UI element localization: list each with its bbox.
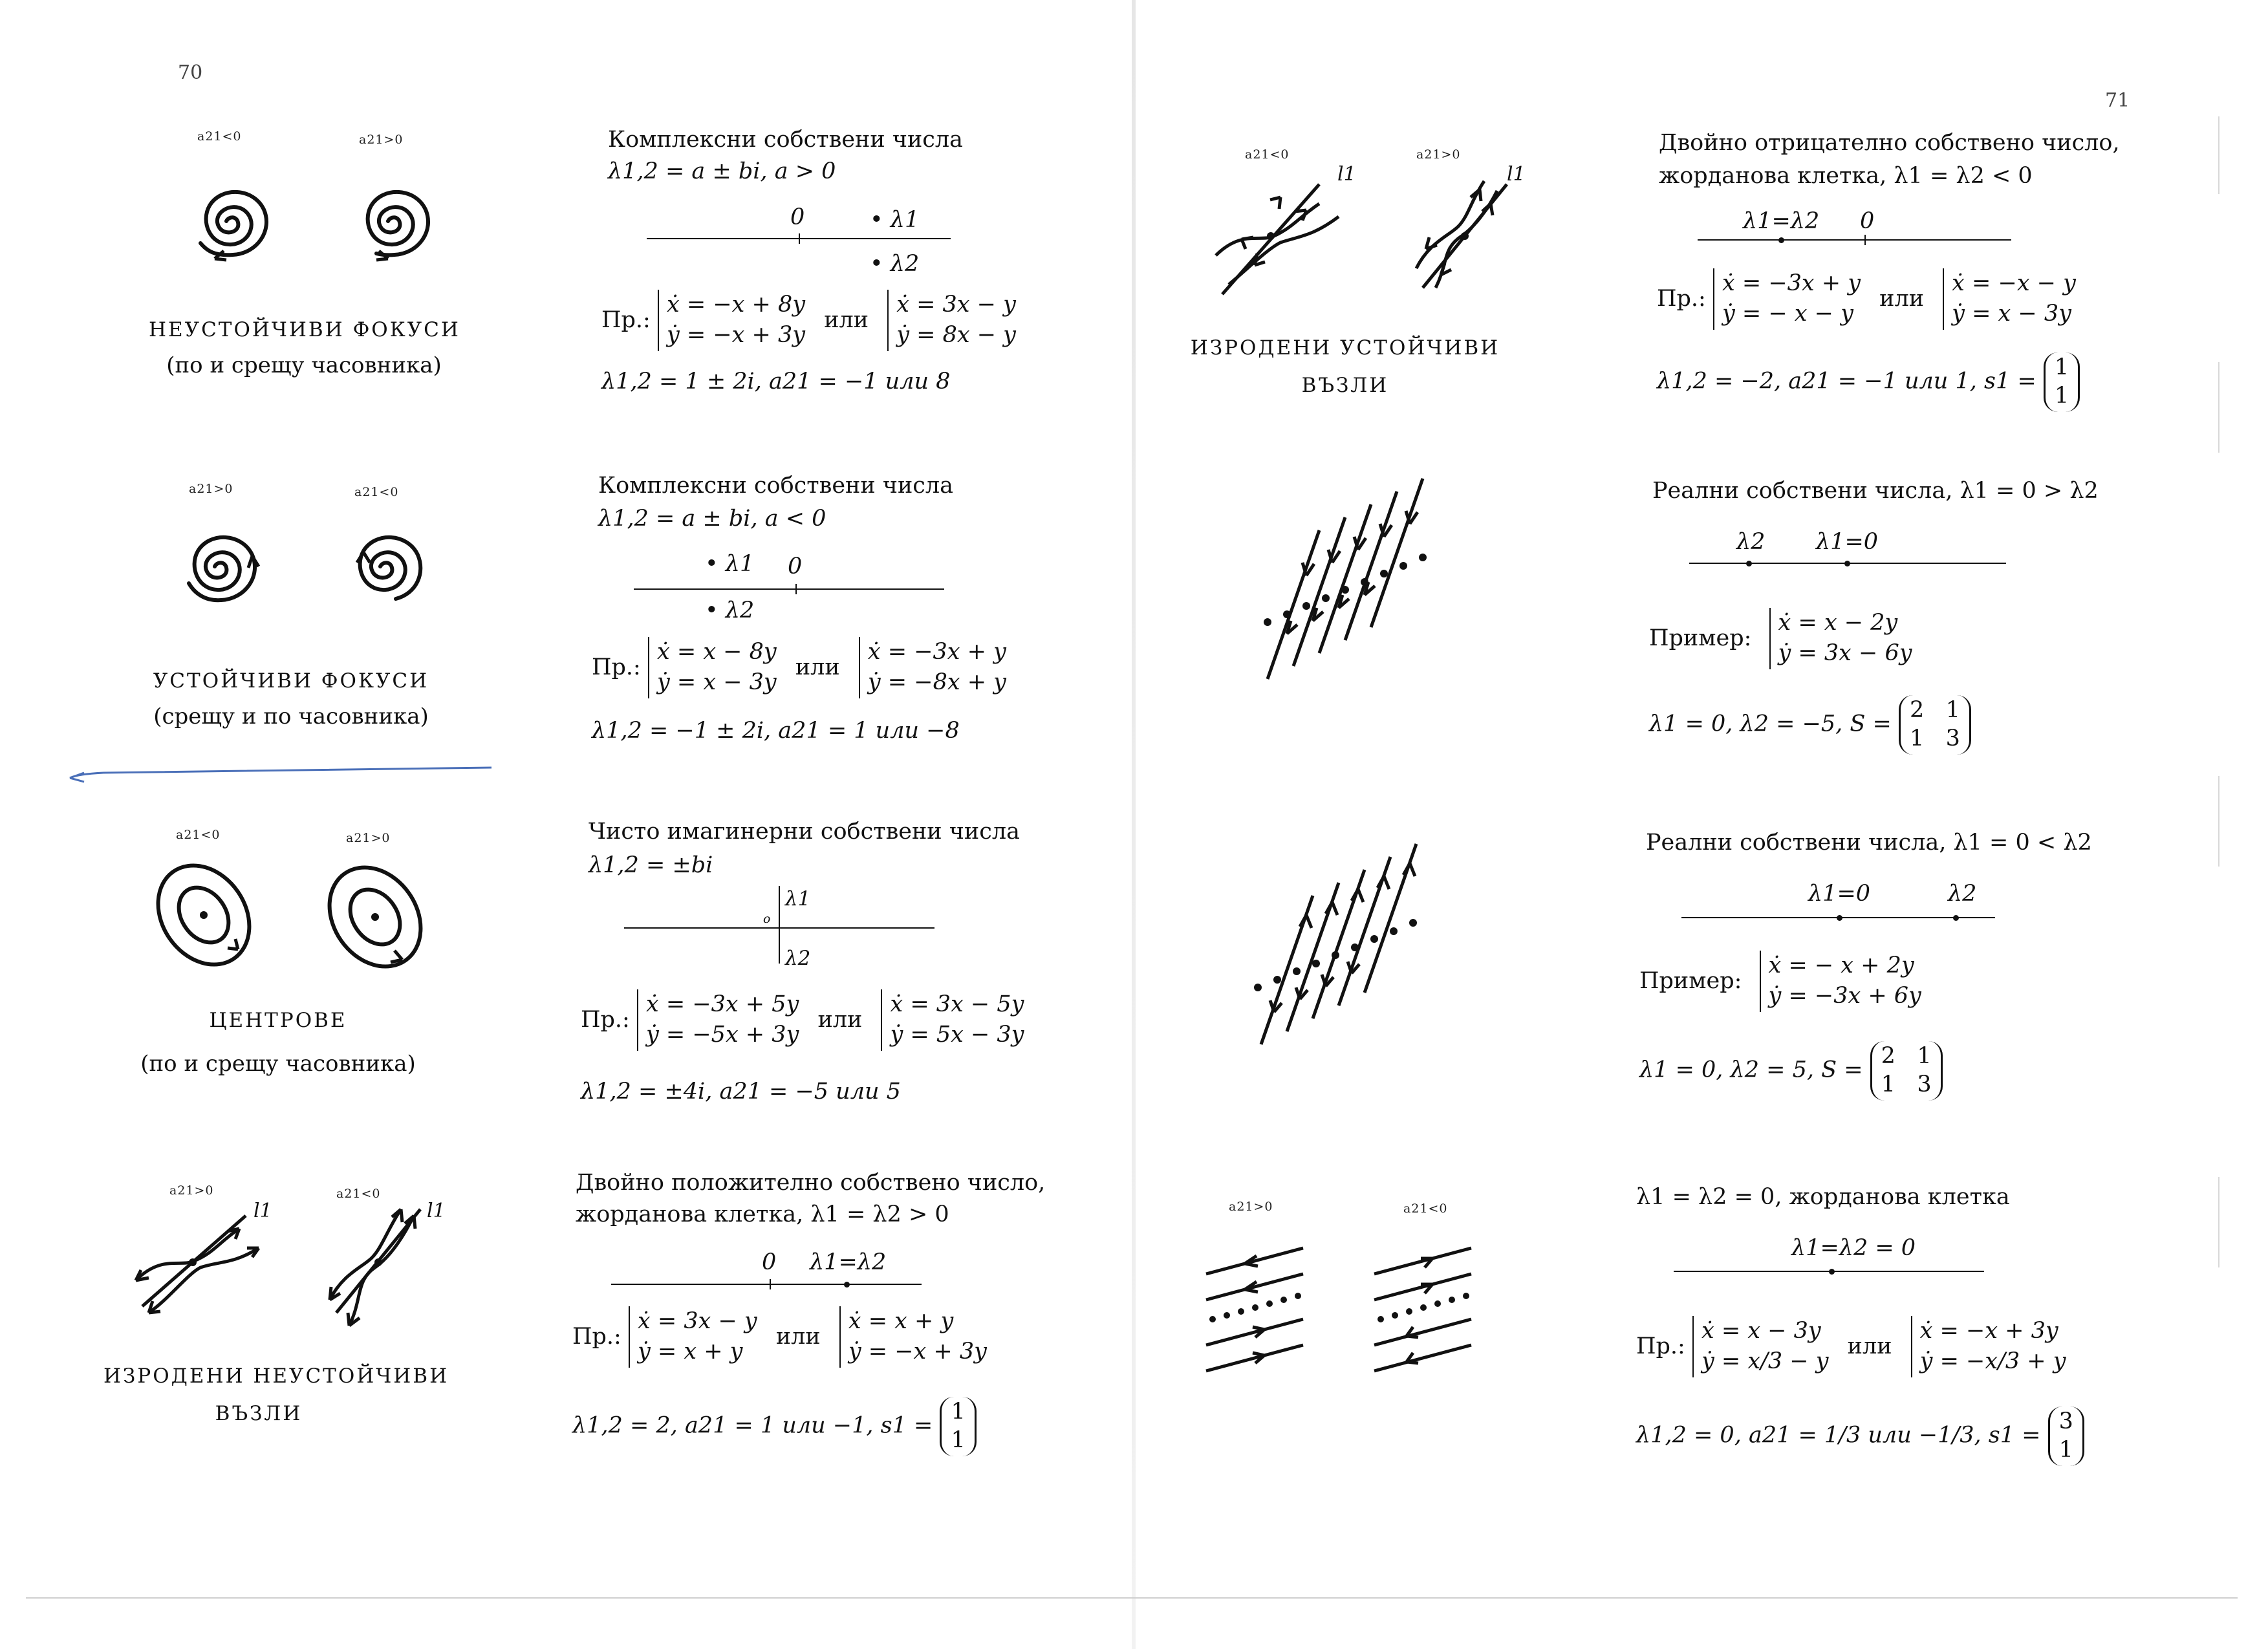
- example-block: [601, 290, 1016, 351]
- matrix-entry: 1: [1910, 725, 1925, 751]
- system-1: [1769, 608, 1912, 669]
- result-line: λ1,2 = 0, a21 = 1/3 или −1/3, s1 =: [1636, 1422, 2041, 1449]
- equation: ẏ = −8x + y: [867, 669, 1006, 696]
- page-bottom-edge: [26, 1597, 2238, 1599]
- eigen-axis: [1698, 239, 2011, 241]
- equation: ẏ = −x + 3y: [667, 322, 806, 349]
- example-block: [1639, 951, 1921, 1012]
- eigenvector: [940, 1397, 976, 1456]
- equation: ẏ = x − 3y: [1952, 301, 2071, 327]
- example-block: [592, 637, 1006, 698]
- stable-focus-figure: [168, 511, 453, 634]
- degenerate-stable-node-figure: [1203, 171, 1539, 301]
- example-block: [572, 1306, 987, 1368]
- fig-label: a21>0: [359, 133, 404, 147]
- equation: ẋ = − x + 2y: [1768, 953, 1914, 978]
- section-title: Реални собствени числа, λ1 = 0 > λ2: [1652, 478, 2099, 504]
- fig-label: a21<0: [176, 828, 221, 842]
- equation: ẏ = x/3 − y: [1701, 1348, 1829, 1375]
- axis-label: • λ2: [870, 251, 920, 277]
- or-word: или: [795, 654, 840, 681]
- section-title: Реални собствени числа, λ1 = 0 < λ2: [1646, 830, 2092, 856]
- axis-label: λ1=0: [1816, 529, 1879, 555]
- equation: ẏ = −3x + 6y: [1768, 983, 1921, 1009]
- page-edge-mark: [2218, 362, 2219, 453]
- matrix-entry: 3: [1917, 1071, 1932, 1097]
- vector-entry: 1: [2058, 1436, 2073, 1463]
- system-2: [839, 1306, 987, 1368]
- axis-label: • λ1: [870, 207, 920, 233]
- example-block: [1657, 268, 2076, 330]
- section-title: Чисто имагинерни собствени числа: [589, 819, 1020, 845]
- or-word: или: [775, 1324, 821, 1350]
- system-1: [1692, 1316, 1829, 1377]
- imaginary-axis: [779, 886, 780, 964]
- system-1: [637, 989, 799, 1051]
- eigen-formula: λ1,2 = a ± bi, a < 0: [598, 506, 826, 532]
- portrait-name-sub: ВЪЗЛИ: [1301, 374, 1389, 397]
- portrait-name: ИЗРОДЕНИ УСТОЙЧИВИ: [1190, 336, 1500, 360]
- fig-label: a21<0: [354, 485, 399, 499]
- equation: ẋ = 3x − y: [896, 292, 1016, 318]
- example-block: [1649, 608, 1912, 669]
- fig-label: a21<0: [336, 1187, 381, 1201]
- axis-label: • λ1: [705, 551, 755, 577]
- matrix-entry: 1: [1881, 1071, 1895, 1097]
- axis-label: o: [763, 912, 771, 926]
- or-word: или: [1879, 286, 1925, 312]
- system-2: [887, 290, 1016, 351]
- or-word: или: [817, 1007, 863, 1033]
- system-1: [648, 637, 777, 698]
- example-block: [581, 989, 1024, 1051]
- eigen-axis: [634, 588, 944, 590]
- result-row: [1639, 1041, 1943, 1101]
- fig-label: a21>0: [1229, 1200, 1273, 1214]
- equation: ẏ = x + y: [638, 1339, 743, 1365]
- page-edge-mark: [2218, 116, 2219, 194]
- result-row: [1657, 352, 2080, 412]
- section-title: λ1 = λ2 = 0, жорданова клетка: [1636, 1184, 2010, 1210]
- equation: ẏ = − x − y: [1722, 301, 1853, 327]
- system-1: [629, 1306, 757, 1368]
- equation: ẋ = −3x + y: [1722, 270, 1861, 296]
- axis-label: • λ2: [705, 598, 755, 623]
- axis-label: λ2: [1948, 881, 1977, 907]
- equation: ẋ = −x − y: [1952, 270, 2076, 296]
- equation: ẏ = 8x − y: [896, 322, 1016, 349]
- example-label: Пример:: [1649, 625, 1752, 652]
- portrait-name: УСТОЙЧИВИ ФОКУСИ: [153, 669, 429, 693]
- example-label: Пример:: [1639, 968, 1742, 995]
- eigen-formula: λ1,2 = ±bi: [589, 852, 713, 878]
- equation: ẏ = 3x − 6y: [1778, 640, 1912, 667]
- matrix-entry: 2: [1881, 1043, 1895, 1069]
- system-1: [658, 290, 805, 351]
- section-title: Двойно положително собствено число,: [576, 1170, 1046, 1196]
- axis-label: 0: [762, 1249, 777, 1275]
- fig-label: a21<0: [1403, 1202, 1448, 1216]
- or-word: или: [824, 307, 869, 334]
- eigenvector: [2044, 352, 2080, 412]
- eigen-axis: [647, 238, 951, 239]
- line-label: l1: [427, 1200, 446, 1222]
- eigen-axis: [611, 1284, 922, 1285]
- book-gutter: [1132, 0, 1136, 1649]
- equation: ẋ = x − 2y: [1778, 610, 1898, 636]
- axis-label: 0: [790, 204, 805, 230]
- result-line: λ1,2 = −2, a21 = −1 или 1, s1 =: [1657, 368, 2036, 394]
- matrix-entry: 2: [1910, 697, 1925, 723]
- vector-entry: 1: [2054, 354, 2069, 380]
- portrait-name-sub: (по и срещу часовника): [166, 352, 442, 378]
- axis-label: λ1=λ2: [810, 1249, 887, 1275]
- result-line: λ1,2 = −1 ± 2i, a21 = 1 или −8: [592, 718, 960, 744]
- example-label: Пр.:: [601, 307, 651, 334]
- equation: ẋ = −3x + y: [867, 639, 1006, 665]
- vector-entry: 1: [951, 1399, 966, 1425]
- vector-entry: 1: [2054, 382, 2069, 409]
- center-figure: [142, 854, 440, 996]
- system-1: [1760, 951, 1921, 1012]
- equation: ẋ = −x + 3y: [1919, 1318, 2058, 1344]
- unstable-focus-figure: [181, 162, 466, 291]
- or-word: или: [1847, 1333, 1892, 1360]
- fig-label: a21>0: [1416, 147, 1461, 162]
- eigenvector: [2048, 1406, 2084, 1466]
- eigen-axis: [1674, 1271, 1984, 1272]
- eigen-formula: жорданова клетка, λ1 = λ2 > 0: [576, 1202, 949, 1227]
- example-label: Пр.:: [572, 1324, 621, 1350]
- example-label: Пр.:: [581, 1007, 630, 1033]
- line-label: l1: [1507, 163, 1526, 186]
- equation: ẏ = x − 3y: [657, 669, 777, 696]
- eigen-formula: λ1,2 = a ± bi, a > 0: [608, 158, 836, 184]
- page-number-left: 70: [178, 61, 203, 84]
- section-title: Двойно отрицателно собствено число,: [1659, 130, 2120, 156]
- line-label: l1: [1337, 163, 1356, 186]
- vector-entry: 1: [951, 1427, 966, 1453]
- result-line: λ1 = 0, λ2 = 5, S =: [1639, 1057, 1863, 1083]
- fig-label: a21<0: [197, 129, 242, 144]
- equation: ẋ = −x + 8y: [667, 292, 805, 318]
- line-of-equilibria-stable-figure: [1255, 472, 1449, 685]
- axis-label: λ1: [785, 887, 811, 911]
- pen-stroke: [65, 760, 504, 786]
- result-row: [1649, 695, 1971, 755]
- page-edge-mark: [2218, 776, 2219, 867]
- fig-label: a21>0: [346, 831, 391, 845]
- eigen-axis: [1681, 917, 1995, 918]
- eigen-formula: жорданова клетка, λ1 = λ2 < 0: [1659, 163, 2033, 189]
- matrix-S: [1870, 1041, 1943, 1101]
- portrait-name-sub: ВЪЗЛИ: [215, 1402, 303, 1425]
- equation: ẏ = −x/3 + y: [1919, 1348, 2066, 1375]
- equation: ẋ = 3x − 5y: [890, 991, 1024, 1017]
- fig-label: a21<0: [1245, 147, 1290, 162]
- system-2: [1911, 1316, 2066, 1377]
- example-label: Пр.:: [1636, 1333, 1685, 1360]
- system-2: [859, 637, 1006, 698]
- fig-label: a21>0: [189, 482, 233, 496]
- result-line: λ1,2 = 1 ± 2i, a21 = −1 или 8: [601, 369, 951, 394]
- equation: ẋ = x + y: [848, 1308, 954, 1334]
- portrait-name: НЕУСТОЙЧИВИ ФОКУСИ: [149, 318, 460, 341]
- equation: ẋ = −3x + 5y: [646, 991, 799, 1017]
- system-2: [1943, 268, 2076, 330]
- equation: ẏ = −5x + 3y: [646, 1022, 799, 1048]
- page-edge-mark: [2218, 1177, 2219, 1267]
- result-line: λ1,2 = ±4i, a21 = −5 или 5: [581, 1079, 901, 1105]
- matrix-entry: 1: [1945, 697, 1960, 723]
- system-2: [881, 989, 1024, 1051]
- fig-label: a21>0: [169, 1183, 214, 1198]
- page-number-right: 71: [2105, 89, 2130, 112]
- matrix-entry: 3: [1945, 725, 1960, 751]
- equation: ẋ = x − 8y: [657, 639, 777, 665]
- axis-label: λ1=λ2: [1743, 208, 1820, 234]
- example-block: [1636, 1316, 2066, 1377]
- equation: ẏ = −x + 3y: [848, 1339, 987, 1365]
- eigen-axis: [1689, 563, 2006, 564]
- axis-label: λ2: [785, 947, 811, 970]
- axis-label: λ2: [1736, 529, 1766, 555]
- matrix-entry: 1: [1917, 1043, 1932, 1069]
- axis-label: λ1=0: [1808, 881, 1871, 907]
- portrait-name-sub: (срещу и по часовника): [153, 704, 429, 729]
- portrait-name-sub: (по и срещу часовника): [140, 1051, 416, 1077]
- equation: ẋ = 3x − y: [638, 1308, 757, 1334]
- section-title: Комплексни собствени числа: [608, 127, 963, 153]
- section-title: Комплексни собствени числа: [598, 473, 953, 499]
- portrait-name: ИЗРОДЕНИ НЕУСТОЙЧИВИ: [103, 1364, 449, 1388]
- result-line: λ1 = 0, λ2 = −5, S =: [1649, 711, 1892, 737]
- example-label: Пр.:: [592, 654, 641, 681]
- axis-label: 0: [1860, 208, 1875, 234]
- result-line: λ1,2 = 2, a21 = 1 или −1, s1 =: [572, 1412, 933, 1439]
- matrix-S: [1899, 695, 1971, 755]
- system-1: [1713, 268, 1861, 330]
- degenerate-unstable-node-figure: [123, 1203, 459, 1339]
- portrait-name: ЦЕНТРОВЕ: [209, 1009, 347, 1032]
- result-row: [572, 1397, 977, 1456]
- jordan-zero-figure: [1200, 1235, 1491, 1377]
- line-label: l1: [254, 1200, 272, 1222]
- vector-entry: 3: [2058, 1408, 2073, 1434]
- line-of-equilibria-unstable-figure: [1248, 831, 1442, 1051]
- result-row: [1636, 1406, 2084, 1466]
- equation: ẋ = x − 3y: [1701, 1318, 1821, 1344]
- example-label: Пр.:: [1657, 286, 1706, 312]
- axis-label: 0: [788, 554, 803, 579]
- axis-label: λ1=λ2 = 0: [1791, 1235, 1916, 1261]
- equation: ẏ = 5x − 3y: [890, 1022, 1024, 1048]
